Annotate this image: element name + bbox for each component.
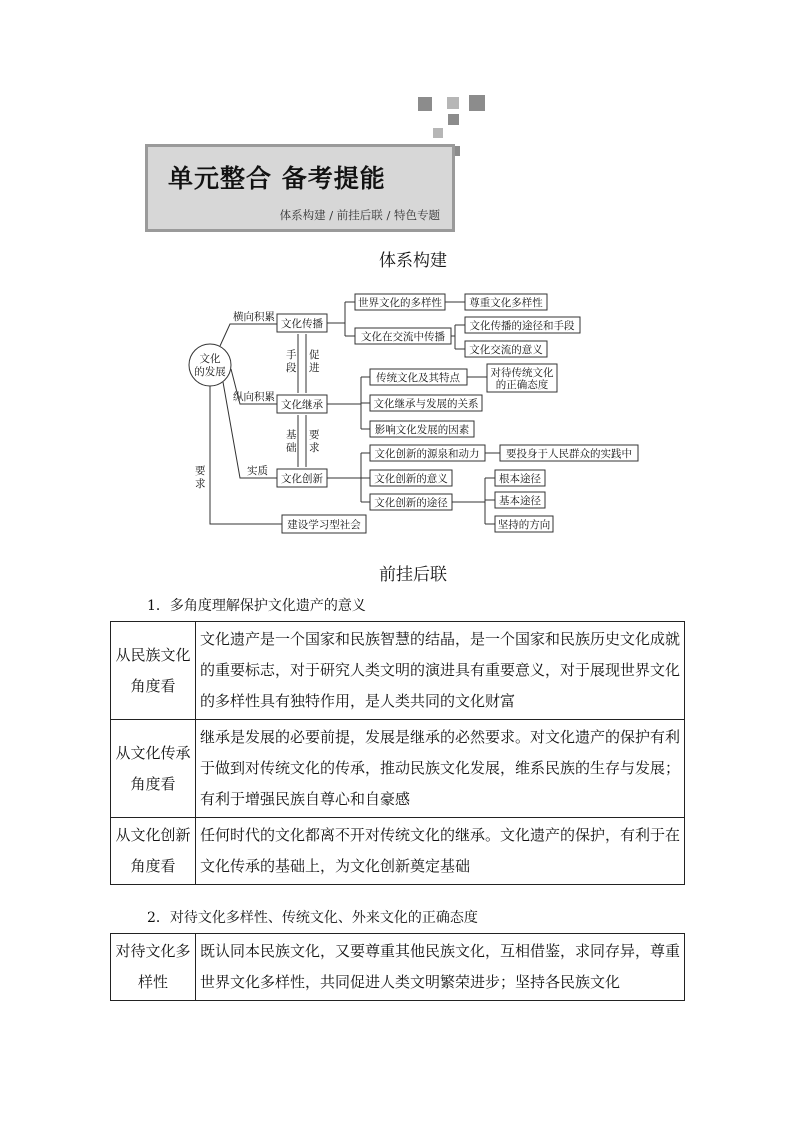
banner-title: 单元整合 备考提能	[168, 164, 386, 193]
node-ways-label: 文化传播的途径和手段	[469, 320, 575, 332]
edge-label-req1: 要	[195, 465, 206, 477]
decor-square	[418, 97, 432, 111]
table-row	[111, 934, 685, 1001]
node-traditional-label: 传统文化及其特点	[376, 372, 460, 384]
row-label: 从文化传承角度看	[111, 720, 196, 818]
label-promote-1: 促	[309, 349, 320, 361]
decor-square	[447, 97, 459, 109]
node-innovate-route-label: 文化创新的途径	[374, 497, 448, 509]
node-attitude-label-2: 的正确态度	[495, 379, 549, 391]
row-content: 任何时代的文化都离不开对传统文化的继承。文化遗产的保护，有利于在文化传承的基础上，为文化创新奠定基础	[196, 818, 685, 885]
table-row	[111, 818, 685, 885]
node-inherit-label: 文化继承	[281, 399, 323, 411]
label-demand-2: 求	[309, 442, 320, 454]
label-means-2: 段	[286, 362, 297, 374]
concept-map	[185, 292, 645, 542]
row-label: 从民族文化角度看	[111, 622, 196, 720]
table-row	[111, 720, 685, 818]
node-exchange-meaning-label: 文化交流的意义	[469, 344, 543, 356]
node-exchange-label: 文化在交流中传播	[361, 331, 445, 343]
decor-square	[433, 128, 443, 138]
section-title-system: 体系构建	[379, 251, 447, 271]
node-source-label: 文化创新的源泉和动力	[374, 448, 480, 460]
q2-table	[110, 933, 685, 1001]
unit-banner	[145, 144, 455, 232]
label-promote-2: 进	[309, 362, 320, 374]
node-attitude-label-1: 对待传统文化	[490, 367, 554, 379]
label-demand-1: 要	[309, 429, 320, 441]
row-label: 对待文化多样性	[111, 934, 196, 1001]
node-factors-label: 影响文化发展的因素	[374, 424, 470, 436]
row-content: 文化遗产是一个国家和民族智慧的结晶，是一个国家和民族历史文化成就的重要标志，对于研究人类文明的演进具有重要意义，对于展现世界文化的多样性具有独特作用，是人类共同的文化财富	[196, 622, 685, 720]
root-label-1: 文化	[199, 353, 221, 365]
label-basis-1: 基	[286, 429, 297, 441]
decor-square	[469, 95, 485, 111]
node-innovate-label: 文化创新	[281, 473, 323, 485]
node-innovate-meaning-label: 文化创新的意义	[374, 473, 448, 485]
node-respect-diversity-label: 尊重文化多样性	[469, 297, 543, 309]
root-label-2: 的发展	[194, 366, 226, 378]
banner-subtitle: 体系构建 / 前挂后联 / 特色专题	[279, 208, 440, 222]
q2-heading: 2．对待文化多样性、传统文化、外来文化的正确态度	[147, 910, 478, 926]
edge-label-horizontal: 横向积累	[233, 311, 275, 323]
root-node	[189, 344, 231, 386]
q1-table	[110, 621, 685, 885]
table-row	[111, 622, 685, 720]
node-world-diversity-label: 世界文化的多样性	[358, 297, 442, 309]
node-route-basic-label: 基本途径	[499, 495, 541, 507]
row-label: 从文化创新角度看	[111, 818, 196, 885]
edge-label-vertical: 纵向积累	[233, 391, 275, 403]
node-route-direction-label: 坚持的方向	[497, 519, 551, 531]
node-practice-label: 要投身于人民群众的实践中	[506, 448, 632, 460]
label-means-1: 手	[286, 349, 297, 361]
q1-heading: 1．多角度理解保护文化遗产的意义	[147, 598, 366, 614]
section-title-links: 前挂后联	[379, 565, 447, 585]
node-spread-label: 文化传播	[281, 318, 323, 330]
label-basis-2: 础	[286, 442, 297, 454]
row-content: 既认同本民族文化，又要尊重其他民族文化，互相借鉴，求同存异，尊重世界文化多样性，共同促进人类文明繁荣进步；坚持各民族文化	[196, 934, 685, 1001]
node-route-fundamental-label: 根本途径	[499, 473, 541, 485]
row-content: 继承是发展的必要前提，发展是继承的必然要求。对文化遗产的保护有利于做到对传统文化的传承，推动民族文化发展，维系民族的生存与发展；有利于增强民族自尊心和自豪感	[196, 720, 685, 818]
decor-square	[448, 114, 459, 125]
edge-label-req2: 求	[195, 478, 206, 490]
node-society-label: 建设学习型社会	[287, 519, 361, 531]
node-inherit-develop-label: 文化继承与发展的关系	[373, 398, 479, 410]
edge-label-essence: 实质	[247, 465, 268, 477]
